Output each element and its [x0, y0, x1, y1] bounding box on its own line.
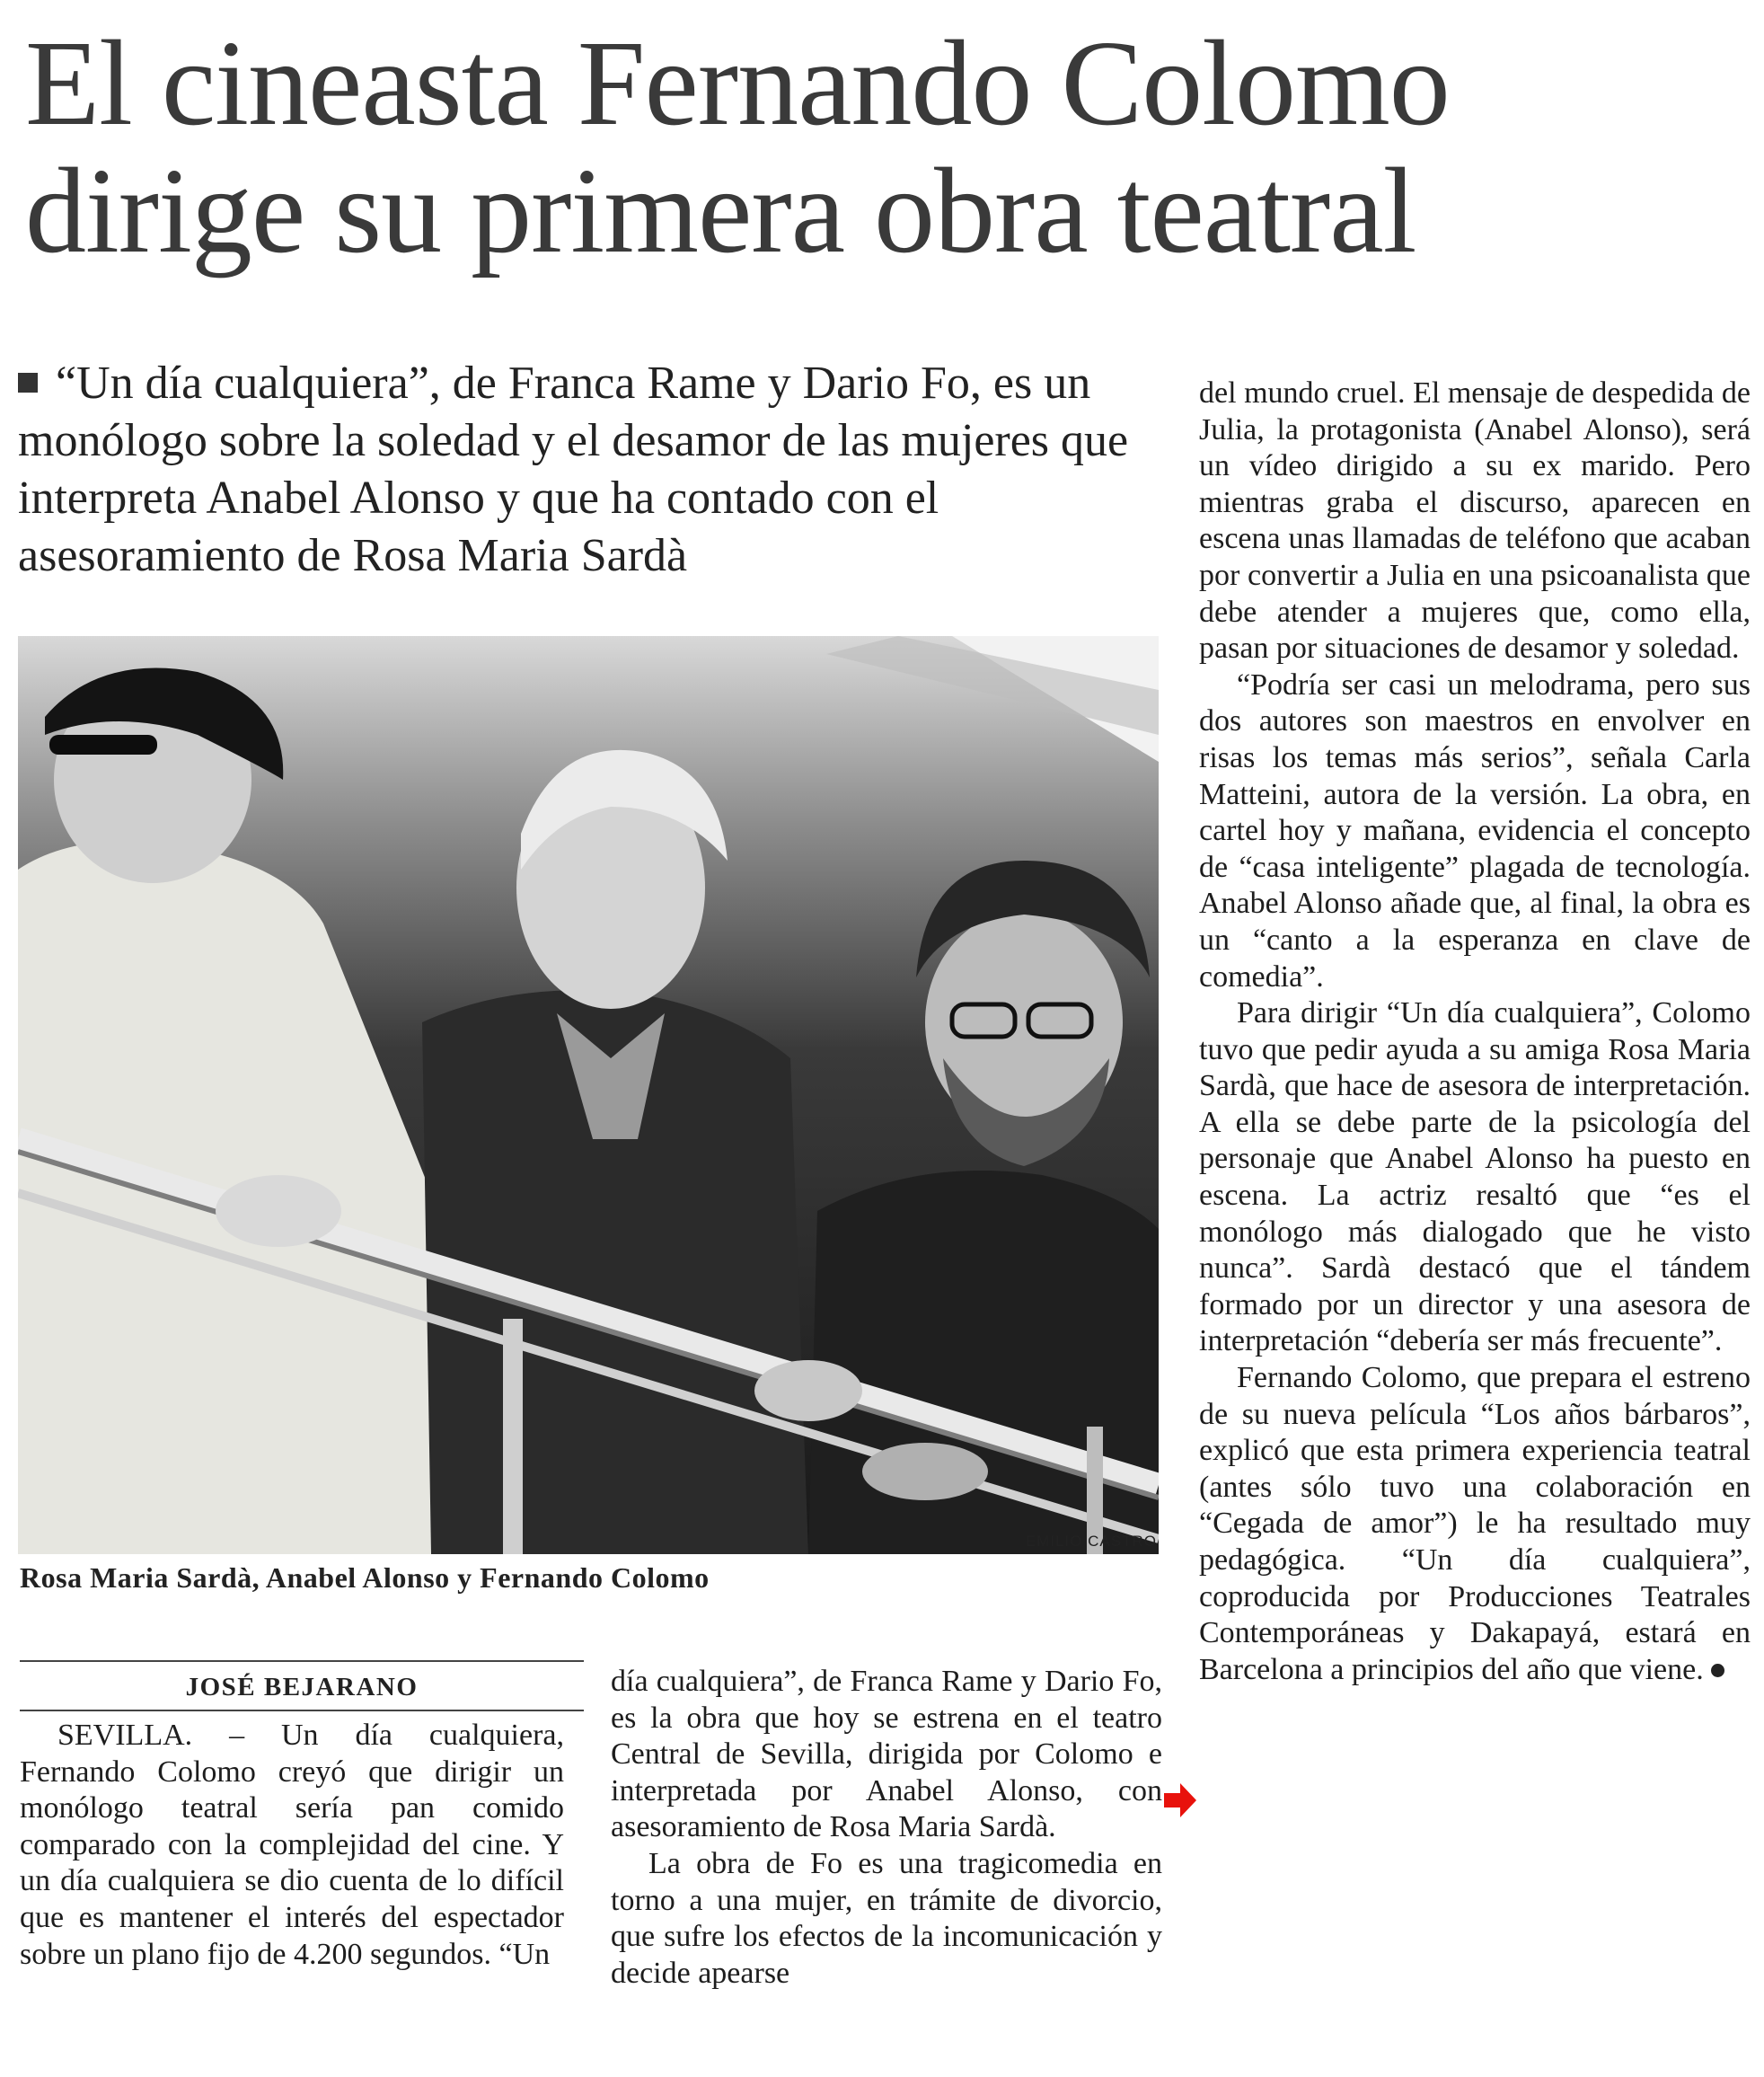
article-photo: [18, 636, 1159, 1554]
photo-illustration: [18, 636, 1159, 1554]
square-bullet-icon: [18, 373, 38, 393]
photo-credit: EMILIO CASTRO: [1025, 1533, 1157, 1550]
paragraph: “Podría ser casi un melodrama, pero sus dos autores son maestros en envolver en risas los temas más serios”, señala Carla Matteini, autora de la versión. La obra, en cartel hoy y mañana, evidencia el concepto de “casa inteligente” plagada de tecnología. Anabel Alonso añade que, al final, la obra es un “canto a la esperanza en clave de comedia”.: [1199, 667, 1751, 994]
paragraph: La obra de Fo es una tragicomedia en torno a una mujer, en trámite de divorcio, que sufre los efectos de la incomunicación y decide apearse: [611, 1846, 1162, 1990]
deck-summary: [18, 355, 1163, 585]
paragraph: Para dirigir “Un día cualquiera”, Colomo tuvo que pedir ayuda a su amiga Rosa Maria Sardà, que hace de asesora de interpretación. A ella se debe parte de la psicología del personaje que Anabel Alonso ha puesto en escena. La actriz resaltó que “es el monólogo más dialogado que he visto nunca”. Sardà destacó que el tándem formado por un director y una asesora de interpretación “debería ser más frecuente”.: [1199, 996, 1751, 1358]
paragraph: SEVILLA. – Un día cualquiera, Fernando Colomo creyó que dirigir un monólogo teatral sería pan comido comparado con la complejidad del cine. Y un día cualquiera se dio cuenta de lo difícil que es mantener el interés del espectador sobre un plano fijo de 4.200 segundos. “Un: [20, 1719, 564, 1971]
headline: [25, 16, 1732, 278]
byline: JOSÉ BEJARANO: [185, 1673, 419, 1701]
red-arrow-icon: [1164, 1783, 1196, 1817]
byline-rule-bottom: [20, 1710, 584, 1711]
body-column-1: [20, 1718, 564, 1973]
photo-caption: Rosa Maria Sardà, Anabel Alonso y Fernando Colomo: [20, 1561, 710, 1594]
paragraph-last: [1199, 1360, 1751, 1688]
headline-line-2: dirige su primera obra teatral: [25, 144, 1416, 278]
paragraph-text: Fernando Colomo, que prepara el estreno de su nueva película “Los años bárbaros”, explicó que esta primera experiencia teatral (antes sólo tuvo una colaboración en “Cegada de amor”) le ha resultado muy pedagógica. “Un día cualquiera”, coproducida por Producciones Teatrales Contemporáneas y Dakapayá, estará en Barcelona a principios del año que viene.: [1199, 1361, 1751, 1686]
body-column-2: [611, 1664, 1162, 1992]
byline-rule-top: [20, 1660, 584, 1662]
paragraph: del mundo cruel. El mensaje de despedida de Julia, la protagonista (Anabel Alonso), será un vídeo dirigido a su ex marido. Pero mientras graba el discurso, aparecen en escena unas llamadas de teléfono que acaban por convertir a Julia en una psicoanalista que debe atender a mujeres que, como ella, pasan por situaciones de desamor y soledad.: [1199, 376, 1751, 666]
end-dot-icon: [1711, 1664, 1724, 1677]
headline-line-1: El cineasta Fernando Colomo: [25, 16, 1450, 151]
paragraph: día cualquiera”, de Franca Rame y Dario Fo, es la obra que hoy se estrena en el teatro Central de Sevilla, dirigida por Colomo e interpretada por Anabel Alonso, con asesoramiento de Rosa Maria Sardà.: [611, 1665, 1162, 1844]
deck-text: “Un día cualquiera”, de Franca Rame y Dario Fo, es un monólogo sobre la soledad y el desamor de las mujeres que interpreta Anabel Alonso y que ha contado con el asesoramiento de Rosa Maria Sardà: [18, 358, 1129, 581]
body-column-3: [1199, 376, 1751, 1688]
